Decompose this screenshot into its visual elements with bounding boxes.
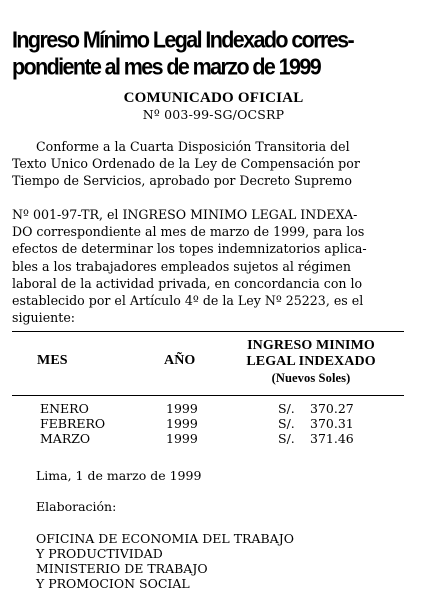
prepared-by-label: Elaboración: xyxy=(36,499,117,514)
table-cell-amount: 370.27 xyxy=(310,401,354,416)
table-header-income xyxy=(236,338,386,386)
paragraph-line: bles a los trabajadores empleados sujetos al régimen xyxy=(12,258,351,274)
office-line: Y PROMOCION SOCIAL xyxy=(36,576,190,591)
table-header-income-line-1: INGRESO MINIMO xyxy=(247,338,375,353)
table-header-income-line-2: LEGAL INDEXADO xyxy=(246,354,376,369)
table-cell-currency: S/. xyxy=(278,401,295,416)
table-cell-amount: 370.31 xyxy=(310,416,354,431)
headline-line-2: pondiente al mes de marzo de 1999 xyxy=(12,54,321,80)
table-cell-month: MARZO xyxy=(40,431,91,446)
headline xyxy=(12,27,417,81)
table-header-rule xyxy=(12,395,404,396)
table-header-year: AÑO xyxy=(164,353,196,368)
communique-title: COMUNICADO OFICIAL xyxy=(123,90,304,106)
paragraph-intro xyxy=(12,138,410,190)
table-row xyxy=(0,416,427,431)
paragraph-line: efectos de determinar los topes indemnizatorios aplica- xyxy=(12,241,367,257)
table-cell-year: 1999 xyxy=(166,431,198,446)
paragraph-line: Nº 001-97-TR, el INGRESO MINIMO LEGAL INDEXA- xyxy=(12,207,358,222)
paragraph-line: laboral de la actividad privada, en concordancia con lo xyxy=(12,275,363,291)
table-cell-currency: S/. xyxy=(278,431,295,446)
table-cell-month: FEBRERO xyxy=(40,416,106,431)
paragraph-line: Texto Unico Ordenado de la Ley de Compensación por xyxy=(12,156,360,172)
paragraph-line: DO correspondiente al mes de marzo de 1999, para los xyxy=(12,224,365,240)
paragraph-line: establecido por el Artículo 4º de la Ley Nº 25223, es el xyxy=(12,293,364,309)
table-cell-year: 1999 xyxy=(166,401,198,416)
table-row xyxy=(0,431,427,446)
headline-line-1: Ingreso Mínimo Legal Indexado corres- xyxy=(12,27,354,53)
table-top-rule xyxy=(12,331,404,332)
table-header-income-unit: (Nuevos Soles) xyxy=(271,371,351,385)
table-row xyxy=(0,401,427,416)
place-date: Lima, 1 de marzo de 1999 xyxy=(36,468,202,483)
table-cell-currency: S/. xyxy=(278,416,295,431)
office-line: Y PRODUCTIVIDAD xyxy=(36,546,163,561)
table-cell-amount: 371.46 xyxy=(310,431,354,446)
office-line: MINISTERIO DE TRABAJO xyxy=(36,561,208,576)
communique-number: Nº 003-99-SG/OCSRP xyxy=(142,107,285,122)
paragraph-line: Conforme a la Cuarta Disposición Transitoria del xyxy=(36,139,350,154)
paragraph-line: Tiempo de Servicios, aprobado por Decreto Supremo xyxy=(12,173,352,189)
paragraph-body xyxy=(12,206,410,326)
office-signature xyxy=(36,531,294,591)
paragraph-line: siguiente: xyxy=(12,310,76,326)
table-header-month: MES xyxy=(37,353,68,368)
table-cell-month: ENERO xyxy=(40,401,89,416)
office-line: OFICINA DE ECONOMIA DEL TRABAJO xyxy=(36,531,294,546)
table-cell-year: 1999 xyxy=(166,416,198,431)
